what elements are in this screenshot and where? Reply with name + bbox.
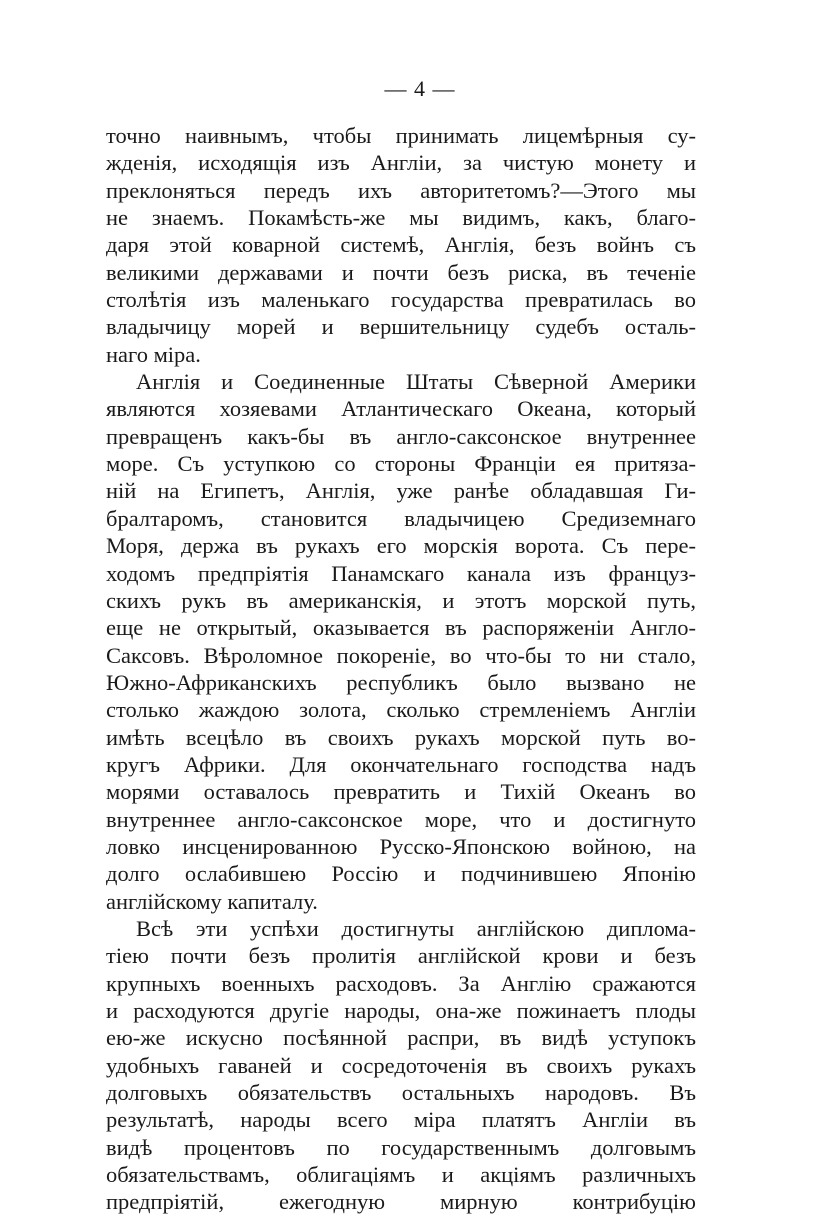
text-line: владычицу морей и вершительницу судебъ осталь- bbox=[106, 314, 696, 340]
text-line: скихъ рукъ въ американскія, и этотъ морской путь, bbox=[106, 587, 696, 613]
text-line: долго ослабившею Россію и подчинившею Японію bbox=[106, 861, 696, 887]
text-line: удобныхъ гаваней и сосредоточенія въ своихъ рукахъ bbox=[106, 1052, 696, 1078]
text-line: морями оставалось превратить и Тихій Океанъ во bbox=[106, 779, 696, 805]
paragraph-3 bbox=[106, 915, 696, 1216]
text-line: ею-же искусно посѣянной распри, въ видѣ уступокъ bbox=[106, 1025, 696, 1051]
text-line: еще не открытый, оказывается въ распоряженіи Англо- bbox=[106, 615, 696, 641]
text-line: Саксовъ. Вѣроломное покореніе, во что-бы то ни стало, bbox=[106, 642, 696, 668]
text-line: столѣтія изъ маленькаго государства превратилась во bbox=[106, 287, 696, 313]
text-line: долговыхъ обязательствъ остальныхъ народовъ. Въ bbox=[106, 1080, 696, 1106]
text-line: Всѣ эти успѣхи достигнуты англійскою диплома- bbox=[136, 915, 696, 941]
text-line: предпріятій, ежегодную мирную контрибуцію bbox=[106, 1189, 696, 1215]
text-line: преклоняться передъ ихъ авторитетомъ?—Этого мы bbox=[106, 177, 696, 203]
text-line: превращенъ какъ-бы въ англо-саксонское внутреннее bbox=[106, 423, 696, 449]
text-line: бралтаромъ, становится владычицею Средиземнаго bbox=[106, 505, 696, 531]
text-line: ній на Египетъ, Англія, уже ранѣе обладавшая Ги- bbox=[106, 478, 696, 504]
text-line: внутреннее англо-саксонское море, что и достигнуто bbox=[106, 806, 696, 832]
text-line: имѣть всецѣло въ своихъ рукахъ морской путь во- bbox=[106, 724, 696, 750]
text-line: наго міра. bbox=[106, 341, 201, 367]
text-line: точно наивнымъ, чтобы принимать лицемѣрныя су- bbox=[106, 123, 696, 148]
text-line: обязательствамъ, облигаціямъ и акціямъ различныхъ bbox=[106, 1162, 696, 1188]
text-line: великими державами и почти безъ риска, въ теченіе bbox=[106, 259, 696, 285]
text-line: тіею почти безъ пролитія англійской крови и безъ bbox=[106, 943, 696, 969]
text-line: море. Съ уступкою со стороны Франціи ея притяза- bbox=[106, 451, 696, 477]
text-line: являются хозяевами Атлантическаго Океана, который bbox=[106, 396, 696, 422]
text-line: даря этой коварной системѣ, Англія, безъ войнъ съ bbox=[106, 232, 696, 258]
text-line: ходомъ предпріятія Панамскаго канала изъ француз- bbox=[106, 560, 696, 586]
text-line: не знаемъ. Покамѣсть-же мы видимъ, какъ, благо- bbox=[106, 205, 696, 231]
paragraph-2 bbox=[106, 368, 696, 915]
page-number: — 4 — bbox=[384, 76, 456, 101]
text-line: англійскому капиталу. bbox=[106, 888, 318, 914]
text-line: жденія, исходящія изъ Англіи, за чистую монету и bbox=[106, 150, 696, 176]
body-text bbox=[106, 122, 696, 1216]
text-line: Моря, держа въ рукахъ его морскія ворота. Съ пере- bbox=[106, 533, 696, 559]
text-line: Англія и Соединенные Штаты Сѣверной Америки bbox=[136, 369, 696, 395]
text-line: видѣ процентовъ по государственнымъ долговымъ bbox=[106, 1134, 696, 1160]
text-line: Южно-Африканскихъ республикъ было вызвано не bbox=[106, 669, 696, 695]
paragraph-1 bbox=[106, 122, 696, 368]
text-line: крупныхъ военныхъ расходовъ. За Англію сражаются bbox=[106, 970, 696, 996]
text-line: ловко инсценированною Русско-Японскою войною, на bbox=[106, 833, 696, 859]
text-line: кругъ Африки. Для окончательнаго господства надъ bbox=[106, 751, 696, 777]
text-line: и расходуются другіе народы, она-же пожинаетъ плоды bbox=[106, 998, 696, 1023]
text-line: столько жаждою золота, сколько стремленіемъ Англіи bbox=[106, 697, 696, 723]
text-line: результатѣ, народы всего міра платятъ Англіи въ bbox=[106, 1107, 696, 1133]
